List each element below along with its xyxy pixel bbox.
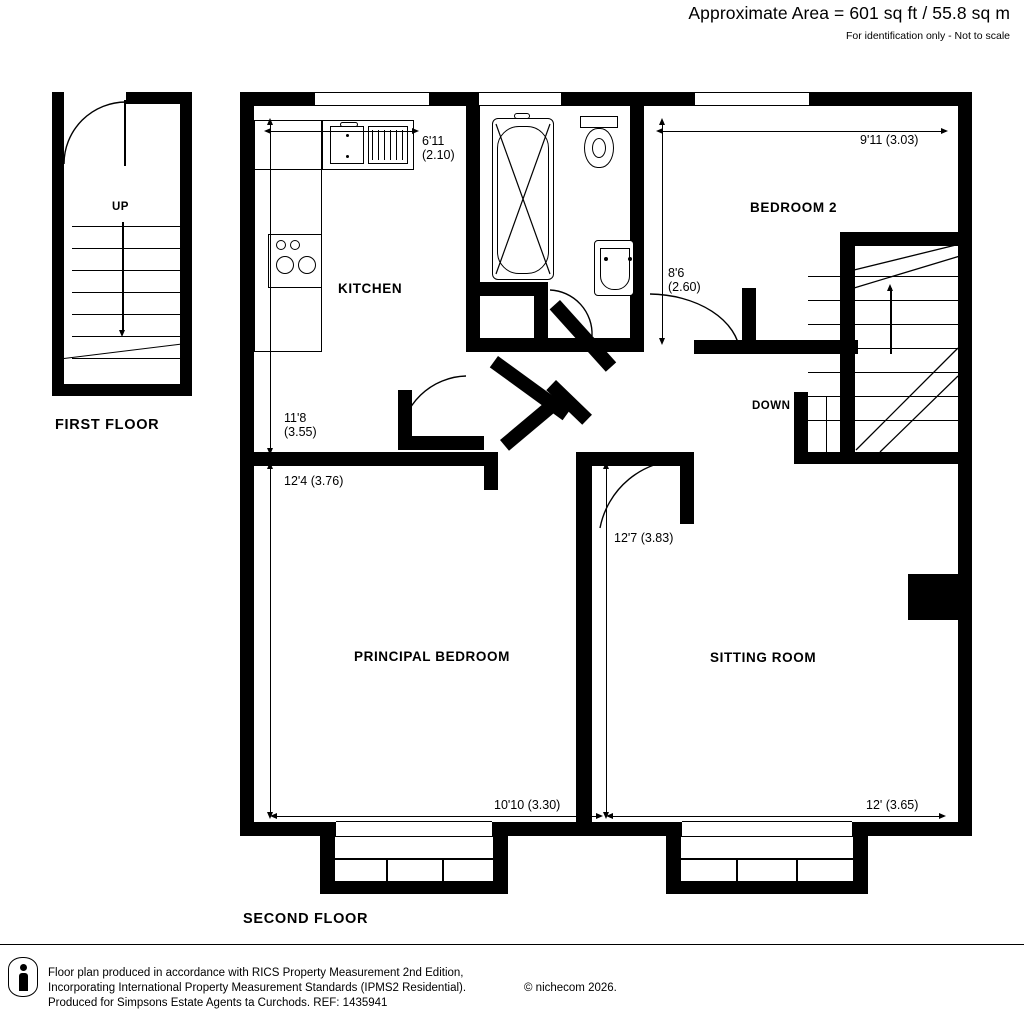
dimension-kitchen-depth-ft: 11'8: [284, 411, 307, 425]
drainer-line: [372, 130, 373, 160]
window-line: [682, 821, 852, 822]
dimension-sitting-depth: 12'7 (3.83): [614, 531, 674, 545]
window-mullion: [386, 858, 388, 882]
arrowhead: [603, 462, 609, 469]
stair-tread: [72, 336, 184, 337]
wc-seat-icon: [592, 138, 606, 158]
wall: [666, 880, 868, 894]
footer-copyright: © nichecom 2026.: [524, 982, 617, 994]
second-floor-label: SECOND FLOOR: [243, 911, 369, 927]
page-subtitle: For identification only - Not to scale: [846, 30, 1010, 42]
window-mullion: [442, 858, 444, 882]
room-label-kitchen: KITCHEN: [338, 281, 403, 296]
bay-opening: [336, 822, 492, 836]
dimension-line: [606, 468, 607, 816]
dimension-bathroom-depth-m: (2.60): [668, 280, 701, 294]
window: [478, 92, 562, 106]
footer-line-2: Incorporating International Property Measurement Standards (IPMS2 Residential).: [48, 982, 467, 994]
wall: [534, 282, 548, 340]
door-swing-icon: [596, 458, 686, 532]
stair-tread: [72, 270, 184, 271]
wall: [320, 880, 508, 894]
bathtub-cross-icon: [492, 118, 554, 280]
drainer-line: [378, 130, 379, 160]
wall: [576, 452, 592, 836]
wall: [630, 106, 644, 352]
stair-winder-lines: [840, 240, 964, 462]
dimension-principal-depth: 12'4 (3.76): [284, 474, 344, 488]
arrowhead: [270, 813, 277, 819]
dimension-kitchen-width-m: (2.10): [422, 148, 455, 162]
dimension-line: [270, 124, 271, 452]
door-leaf: [124, 100, 126, 166]
dimension-line: [270, 131, 416, 132]
dimension-line: [270, 468, 271, 816]
dimension-kitchen-width-ft: 6'11: [422, 134, 445, 148]
door-swing-icon: [62, 100, 132, 172]
arrowhead: [941, 128, 948, 134]
dimension-line: [662, 124, 663, 340]
stair-break-line: [64, 343, 183, 359]
stair-arrow-shaft: [122, 222, 124, 332]
basin-tap-icon: [628, 257, 632, 261]
window-mullion: [680, 858, 854, 860]
window: [314, 92, 430, 106]
wall: [484, 452, 498, 490]
footer-line-1: Floor plan produced in accordance with RICS Property Measurement 2nd Edition,: [48, 967, 464, 979]
drainer-line: [402, 130, 403, 160]
arrowhead: [659, 338, 665, 345]
arrowhead: [939, 813, 946, 819]
icon-head: [20, 964, 27, 971]
room-label-sitting-room: SITTING ROOM: [710, 650, 817, 665]
wall-right: [958, 92, 972, 836]
stair-direction-up-label: UP: [112, 201, 129, 213]
dimension-line: [662, 131, 946, 132]
dimension-line: [612, 816, 944, 817]
wall: [466, 338, 644, 352]
stair-tread: [72, 358, 184, 359]
tap-icon: [340, 122, 358, 127]
dimension-bedroom2-width: 9'11 (3.03): [860, 133, 919, 147]
window-mullion: [736, 858, 738, 882]
window-mullion: [796, 858, 798, 882]
stair-tread: [72, 226, 184, 227]
plug-icon: [346, 155, 349, 158]
footer-line-3: Produced for Simpsons Estate Agents ta Curchods. REF: 1435941: [48, 997, 388, 1009]
room-label-bedroom-2: BEDROOM 2: [750, 200, 838, 215]
window-line: [336, 821, 492, 822]
drainer-line: [390, 130, 391, 160]
wall: [240, 452, 498, 466]
stair-arrow-head: [887, 284, 893, 291]
hob-ring-icon: [276, 240, 286, 250]
stair-stringer: [826, 396, 827, 452]
arrowhead: [267, 462, 273, 469]
hob-ring-icon: [276, 256, 294, 274]
stair-tread: [72, 248, 184, 249]
stair-tread: [72, 314, 184, 315]
stair-tread: [72, 292, 184, 293]
wall: [52, 384, 192, 396]
bay-opening: [682, 822, 852, 836]
basin-bowl-icon: [600, 248, 630, 290]
icon-body: [19, 973, 28, 991]
arrowhead: [412, 128, 419, 134]
door-swing-icon: [396, 374, 470, 444]
dimension-kitchen-depth-m: (3.55): [284, 425, 317, 439]
arrowhead: [267, 118, 273, 125]
arrowhead: [267, 448, 273, 455]
drainer-line: [384, 130, 385, 160]
hob-ring-icon: [290, 240, 300, 250]
arrowhead: [659, 118, 665, 125]
window-mullion: [334, 858, 494, 860]
stair-arrow-head: [119, 330, 125, 337]
window: [694, 92, 810, 106]
wc-cistern-icon: [580, 116, 618, 128]
wall: [466, 106, 480, 352]
arrowhead: [596, 813, 603, 819]
wall: [180, 92, 192, 396]
wall: [794, 392, 808, 464]
first-floor-label: FIRST FLOOR: [55, 417, 160, 433]
dimension-principal-width: 10'10 (3.30): [494, 798, 561, 812]
divider: [0, 944, 1024, 945]
wall: [500, 395, 563, 451]
plug-icon: [346, 134, 349, 137]
bath-tap-icon: [514, 113, 530, 119]
stair-direction-down-label: DOWN: [752, 400, 791, 412]
dimension-sitting-width: 12' (3.65): [866, 798, 919, 812]
dimension-bathroom-depth-ft: 8'6: [668, 266, 685, 280]
stair-arrow-shaft: [890, 288, 892, 354]
person-scale-icon: [8, 957, 38, 997]
room-label-principal-bedroom: PRINCIPAL BEDROOM: [354, 649, 510, 664]
drainer-line: [396, 130, 397, 160]
basin-tap-icon: [604, 257, 608, 261]
page-title: Approximate Area = 601 sq ft / 55.8 sq m: [688, 3, 1010, 23]
wall-notch: [908, 574, 960, 620]
arrowhead: [606, 813, 613, 819]
dimension-line: [276, 816, 600, 817]
hob-ring-icon: [298, 256, 316, 274]
